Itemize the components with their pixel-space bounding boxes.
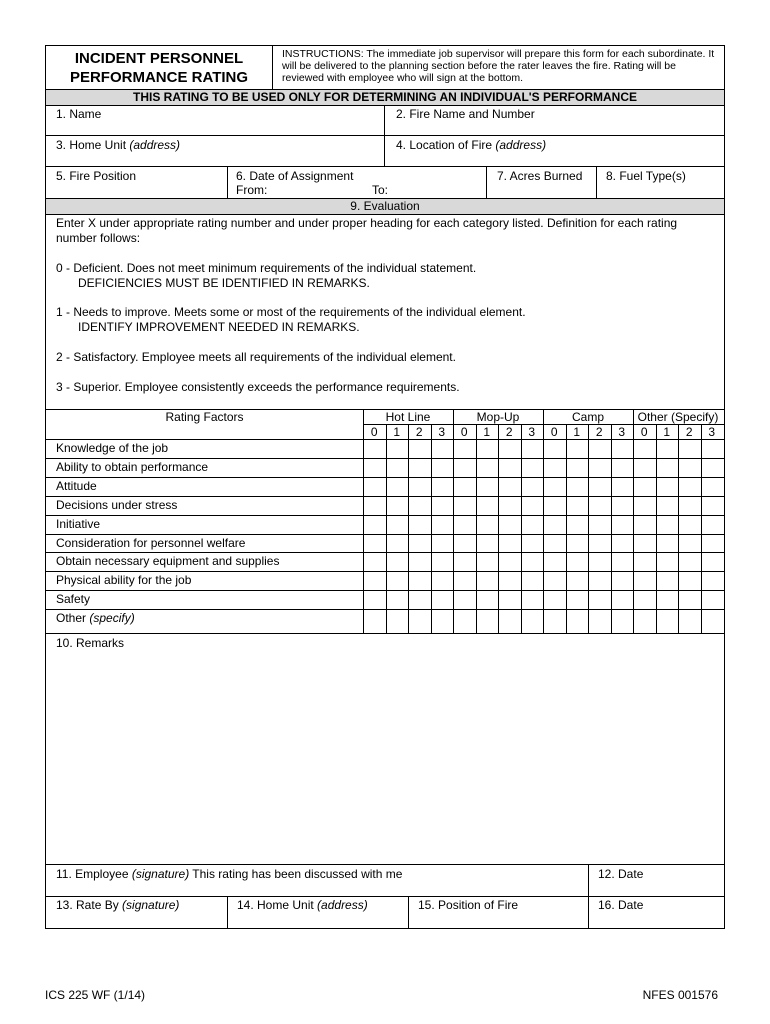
rating-cell-camp-3[interactable] bbox=[611, 458, 634, 477]
rating-factor-row: Decisions under stress bbox=[56, 497, 178, 512]
home-unit-address-hint: (address) bbox=[129, 138, 181, 152]
rating-cell-hot-line-3[interactable] bbox=[431, 571, 454, 590]
employee-signature-label: 11. Employee bbox=[56, 867, 132, 881]
rating-number-1: 1 bbox=[483, 425, 491, 439]
rating-cell-mop-up-2[interactable] bbox=[498, 534, 521, 553]
rating-cell-other-specify-2[interactable] bbox=[678, 534, 701, 553]
rating-definition-1-text: 1 - Needs to improve. Meets some or most of the requirements of the individual element. bbox=[56, 305, 526, 319]
rating-number-2: 2 bbox=[505, 425, 513, 439]
rating-cell-hot-line-0[interactable] bbox=[363, 458, 386, 477]
name-field[interactable]: 1. Name bbox=[56, 107, 102, 121]
rating-factor-other-label: Other bbox=[56, 611, 90, 626]
date-field-12[interactable]: 12. Date bbox=[598, 867, 644, 881]
rating-cell-mop-up-3[interactable] bbox=[521, 477, 544, 496]
rating-number-3: 3 bbox=[618, 425, 626, 439]
rating-purpose-banner: THIS RATING TO BE USED ONLY FOR DETERMINING AN INDIVIDUAL'S PERFORMANCE bbox=[46, 90, 724, 105]
rating-cell-mop-up-2[interactable] bbox=[498, 458, 521, 477]
rating-cell-camp-3[interactable] bbox=[611, 515, 634, 534]
rating-cell-mop-up-3[interactable] bbox=[521, 515, 544, 534]
rating-cell-other-specify-2[interactable] bbox=[678, 552, 701, 571]
rating-definition-0-note: DEFICIENCIES MUST BE IDENTIFIED IN REMARKS. bbox=[78, 276, 370, 290]
rating-cell-mop-up-3[interactable] bbox=[521, 571, 544, 590]
rating-number-2: 2 bbox=[415, 425, 423, 439]
fuel-types-field[interactable]: 8. Fuel Type(s) bbox=[606, 169, 686, 183]
rating-factor-row: Knowledge of the job bbox=[56, 441, 169, 455]
rating-number-1: 1 bbox=[573, 425, 581, 439]
form-title bbox=[46, 49, 272, 87]
rating-cell-hot-line-2[interactable] bbox=[408, 534, 431, 553]
rating-cell-hot-line-1[interactable] bbox=[386, 590, 409, 609]
rating-cell-camp-0[interactable] bbox=[543, 571, 566, 590]
rating-factor-other bbox=[56, 609, 135, 628]
rating-cell-hot-line-2[interactable] bbox=[408, 571, 431, 590]
form-id: ICS 225 WF (1/14) bbox=[45, 988, 146, 1002]
rating-number-0: 0 bbox=[370, 425, 378, 439]
rating-cell-other-specify-3[interactable] bbox=[701, 477, 724, 496]
rating-cell-other-specify-0[interactable] bbox=[633, 439, 656, 458]
rating-cell-mop-up-1[interactable] bbox=[476, 534, 499, 553]
rating-definition-2: 2 - Satisfactory. Employee meets all requirements of the individual element. bbox=[56, 350, 456, 364]
rating-cell-hot-line-3[interactable] bbox=[431, 552, 454, 571]
rating-cell-camp-0[interactable] bbox=[543, 496, 566, 515]
fire-location-label: 4. Location of Fire bbox=[396, 138, 496, 152]
rating-cell-hot-line-0[interactable] bbox=[363, 439, 386, 458]
rating-cell-mop-up-2[interactable] bbox=[498, 571, 521, 590]
evaluation-heading: 9. Evaluation bbox=[46, 199, 724, 214]
rater-home-unit-hint: (address) bbox=[317, 898, 368, 912]
rating-factor-row: Obtain necessary equipment and supplies bbox=[56, 554, 280, 569]
category-header-hot-line: Hot Line bbox=[385, 410, 431, 424]
date-to-label: To: bbox=[372, 183, 389, 197]
rating-cell-other-specify-1[interactable] bbox=[656, 496, 679, 515]
rating-number-3: 3 bbox=[708, 425, 716, 439]
rating-cell-other-specify-3[interactable] bbox=[701, 571, 724, 590]
rating-cell-mop-up-1[interactable] bbox=[476, 590, 499, 609]
rating-cell-hot-line-3[interactable] bbox=[431, 458, 454, 477]
rating-cell-other-specify-0[interactable] bbox=[633, 477, 656, 496]
form-title-line1: INCIDENT PERSONNEL bbox=[74, 50, 244, 67]
rating-cell-camp-3[interactable] bbox=[611, 439, 634, 458]
rating-cell-camp-0[interactable] bbox=[543, 458, 566, 477]
instructions-text: INSTRUCTIONS: The immediate job supervisor will prepare this form for each subordinate. It will be delivered to the planning section before the rater leaves the fire. Rating will be reviewed with employee who will sign at the bottom. bbox=[282, 48, 715, 84]
rating-cell-hot-line-1[interactable] bbox=[386, 515, 409, 534]
rating-cell-mop-up-1[interactable] bbox=[476, 515, 499, 534]
rating-cell-other-specify-2[interactable] bbox=[678, 515, 701, 534]
rating-factor-row: Attitude bbox=[56, 478, 97, 493]
rating-cell-camp-1[interactable] bbox=[566, 458, 589, 477]
rating-cell-camp-1[interactable] bbox=[566, 571, 589, 590]
rating-cell-mop-up-0[interactable] bbox=[453, 477, 476, 496]
rating-cell-hot-line-1[interactable] bbox=[386, 458, 409, 477]
rating-cell-other-specify-2[interactable] bbox=[678, 477, 701, 496]
performance-rating-form bbox=[45, 45, 725, 929]
employee-signature-statement: This rating has been discussed with me bbox=[189, 867, 403, 881]
rating-cell-mop-up-0[interactable] bbox=[453, 439, 476, 458]
rating-cell-camp-3[interactable] bbox=[611, 477, 634, 496]
rating-cell-mop-up-1[interactable] bbox=[476, 439, 499, 458]
acres-burned-field[interactable]: 7. Acres Burned bbox=[497, 169, 583, 183]
rating-number-0: 0 bbox=[640, 425, 648, 439]
rating-cell-other-specify-0[interactable] bbox=[633, 609, 656, 628]
rated-by-label: 13. Rate By bbox=[56, 898, 123, 912]
rating-cell-other-specify-3[interactable] bbox=[701, 609, 724, 628]
rating-cell-mop-up-1[interactable] bbox=[476, 609, 499, 628]
rating-cell-other-specify-2[interactable] bbox=[678, 439, 701, 458]
rating-factor-row: Initiative bbox=[56, 516, 101, 531]
rating-cell-other-specify-1[interactable] bbox=[656, 590, 679, 609]
rating-cell-mop-up-0[interactable] bbox=[453, 571, 476, 590]
rating-cell-camp-3[interactable] bbox=[611, 552, 634, 571]
rating-cell-hot-line-3[interactable] bbox=[431, 477, 454, 496]
remarks-field[interactable]: 10. Remarks bbox=[56, 636, 125, 650]
rating-cell-other-specify-3[interactable] bbox=[701, 590, 724, 609]
rating-cell-hot-line-2[interactable] bbox=[408, 590, 431, 609]
rating-cell-hot-line-2[interactable] bbox=[408, 515, 431, 534]
rating-cell-hot-line-0[interactable] bbox=[363, 515, 386, 534]
rating-cell-other-specify-0[interactable] bbox=[633, 534, 656, 553]
rating-cell-mop-up-1[interactable] bbox=[476, 552, 499, 571]
rating-number-3: 3 bbox=[528, 425, 536, 439]
rating-cell-mop-up-1[interactable] bbox=[476, 477, 499, 496]
rating-cell-other-specify-1[interactable] bbox=[656, 571, 679, 590]
rating-cell-camp-1[interactable] bbox=[566, 515, 589, 534]
rating-cell-other-specify-1[interactable] bbox=[656, 609, 679, 628]
rating-cell-mop-up-3[interactable] bbox=[521, 496, 544, 515]
rating-cell-hot-line-3[interactable] bbox=[431, 609, 454, 628]
rating-cell-mop-up-2[interactable] bbox=[498, 515, 521, 534]
rating-cell-hot-line-2[interactable] bbox=[408, 496, 431, 515]
rating-cell-mop-up-2[interactable] bbox=[498, 590, 521, 609]
rating-cell-camp-2[interactable] bbox=[588, 534, 611, 553]
rating-number-2: 2 bbox=[595, 425, 603, 439]
rating-definition-3: 3 - Superior. Employee consistently exceeds the performance requirements. bbox=[56, 380, 460, 394]
rating-cell-hot-line-1[interactable] bbox=[386, 609, 409, 628]
fire-location-field[interactable] bbox=[396, 138, 546, 152]
rating-cell-other-specify-0[interactable] bbox=[633, 458, 656, 477]
home-unit-label: 3. Home Unit bbox=[56, 138, 130, 152]
rating-cell-camp-0[interactable] bbox=[543, 552, 566, 571]
rating-cell-camp-1[interactable] bbox=[566, 609, 589, 628]
rating-cell-camp-2[interactable] bbox=[588, 477, 611, 496]
rating-cell-mop-up-2[interactable] bbox=[498, 609, 521, 628]
rating-cell-camp-0[interactable] bbox=[543, 515, 566, 534]
rating-cell-other-specify-0[interactable] bbox=[633, 496, 656, 515]
rating-cell-camp-1[interactable] bbox=[566, 439, 589, 458]
rating-cell-other-specify-3[interactable] bbox=[701, 439, 724, 458]
rating-cell-camp-2[interactable] bbox=[588, 458, 611, 477]
rating-cell-hot-line-1[interactable] bbox=[386, 571, 409, 590]
rating-cell-other-specify-2[interactable] bbox=[678, 458, 701, 477]
rating-cell-camp-3[interactable] bbox=[611, 571, 634, 590]
rating-definition-0-text: 0 - Deficient. Does not meet minimum requirements of the individual statement. bbox=[56, 261, 477, 275]
rating-cell-camp-0[interactable] bbox=[543, 439, 566, 458]
rating-cell-mop-up-1[interactable] bbox=[476, 496, 499, 515]
rating-cell-other-specify-1[interactable] bbox=[656, 439, 679, 458]
rating-cell-other-specify-1[interactable] bbox=[656, 477, 679, 496]
rating-cell-other-specify-3[interactable] bbox=[701, 458, 724, 477]
date-field-16[interactable]: 16. Date bbox=[598, 898, 644, 912]
rating-cell-mop-up-3[interactable] bbox=[521, 590, 544, 609]
rating-factor-row: Physical ability for the job bbox=[56, 573, 192, 588]
rating-cell-hot-line-1[interactable] bbox=[386, 439, 409, 458]
rater-home-unit-label: 14. Home Unit bbox=[237, 898, 318, 912]
rating-cell-hot-line-1[interactable] bbox=[386, 552, 409, 571]
employee-signature-field[interactable] bbox=[56, 867, 402, 881]
evaluation-intro: Enter X under appropriate rating number and under proper heading for each category listed. Definition for each rating number follows: bbox=[56, 216, 678, 245]
rating-factor-row: Consideration for personnel welfare bbox=[56, 535, 246, 550]
rating-cell-other-specify-2[interactable] bbox=[678, 571, 701, 590]
rating-cell-mop-up-0[interactable] bbox=[453, 515, 476, 534]
rating-cell-other-specify-3[interactable] bbox=[701, 515, 724, 534]
rating-number-2: 2 bbox=[685, 425, 693, 439]
fire-name-field[interactable]: 2. Fire Name and Number bbox=[396, 107, 535, 121]
rating-cell-hot-line-1[interactable] bbox=[386, 496, 409, 515]
fire-location-address-hint: (address) bbox=[495, 138, 547, 152]
rating-number-1: 1 bbox=[393, 425, 401, 439]
rating-cell-hot-line-1[interactable] bbox=[386, 534, 409, 553]
rating-cell-mop-up-2[interactable] bbox=[498, 439, 521, 458]
category-header-camp: Camp bbox=[571, 410, 604, 424]
category-header-mop-up: Mop-Up bbox=[476, 410, 520, 424]
rating-cell-camp-2[interactable] bbox=[588, 496, 611, 515]
rating-cell-camp-2[interactable] bbox=[588, 552, 611, 571]
date-of-assignment-field[interactable]: 6. Date of Assignment bbox=[236, 169, 354, 183]
rated-by-signature-field[interactable] bbox=[56, 898, 179, 912]
date-from-label: From: bbox=[236, 183, 268, 197]
rating-cell-hot-line-0[interactable] bbox=[363, 477, 386, 496]
rating-cell-camp-1[interactable] bbox=[566, 534, 589, 553]
rating-cell-hot-line-2[interactable] bbox=[408, 458, 431, 477]
rating-cell-hot-line-0[interactable] bbox=[363, 571, 386, 590]
rating-cell-mop-up-2[interactable] bbox=[498, 477, 521, 496]
rater-home-unit-field[interactable] bbox=[237, 898, 368, 912]
rating-cell-camp-2[interactable] bbox=[588, 609, 611, 628]
rating-cell-mop-up-0[interactable] bbox=[453, 552, 476, 571]
rating-factor-row: Ability to obtain performance bbox=[56, 459, 209, 474]
fire-position-field[interactable]: 5. Fire Position bbox=[56, 169, 137, 183]
rating-cell-hot-line-3[interactable] bbox=[431, 439, 454, 458]
category-header-other-specify: Other (Specify) bbox=[637, 410, 719, 424]
rating-number-0: 0 bbox=[460, 425, 468, 439]
rating-cell-camp-2[interactable] bbox=[588, 439, 611, 458]
rating-definition-0 bbox=[56, 261, 716, 291]
rating-cell-other-specify-0[interactable] bbox=[633, 571, 656, 590]
rating-cell-hot-line-2[interactable] bbox=[408, 439, 431, 458]
rating-cell-hot-line-3[interactable] bbox=[431, 534, 454, 553]
rating-cell-hot-line-3[interactable] bbox=[431, 496, 454, 515]
rating-cell-mop-up-0[interactable] bbox=[453, 609, 476, 628]
form-title-line2: PERFORMANCE RATING bbox=[69, 69, 249, 86]
rating-cell-other-specify-0[interactable] bbox=[633, 515, 656, 534]
rating-cell-mop-up-3[interactable] bbox=[521, 534, 544, 553]
rating-cell-mop-up-3[interactable] bbox=[521, 609, 544, 628]
rating-cell-camp-0[interactable] bbox=[543, 609, 566, 628]
rating-cell-camp-1[interactable] bbox=[566, 477, 589, 496]
position-of-fire-field[interactable]: 15. Position of Fire bbox=[418, 898, 519, 912]
employee-signature-hint: (signature) bbox=[131, 867, 190, 881]
rating-cell-camp-1[interactable] bbox=[566, 552, 589, 571]
rating-cell-other-specify-1[interactable] bbox=[656, 552, 679, 571]
rating-cell-other-specify-0[interactable] bbox=[633, 590, 656, 609]
rating-cell-hot-line-2[interactable] bbox=[408, 609, 431, 628]
rating-cell-camp-2[interactable] bbox=[588, 571, 611, 590]
rating-cell-other-specify-1[interactable] bbox=[656, 534, 679, 553]
rating-definition-1-note: IDENTIFY IMPROVEMENT NEEDED IN REMARKS. bbox=[78, 320, 360, 334]
rating-cell-camp-3[interactable] bbox=[611, 496, 634, 515]
rating-number-0: 0 bbox=[550, 425, 558, 439]
rating-cell-hot-line-2[interactable] bbox=[408, 552, 431, 571]
rating-cell-camp-2[interactable] bbox=[588, 515, 611, 534]
rating-factor-row: Safety bbox=[56, 592, 91, 607]
rating-cell-mop-up-3[interactable] bbox=[521, 458, 544, 477]
rating-cell-mop-up-0[interactable] bbox=[453, 496, 476, 515]
rating-cell-camp-0[interactable] bbox=[543, 590, 566, 609]
rating-cell-mop-up-1[interactable] bbox=[476, 571, 499, 590]
rating-cell-mop-up-1[interactable] bbox=[476, 458, 499, 477]
rating-number-1: 1 bbox=[663, 425, 671, 439]
rating-cell-other-specify-3[interactable] bbox=[701, 496, 724, 515]
rating-cell-other-specify-0[interactable] bbox=[633, 552, 656, 571]
rating-cell-mop-up-3[interactable] bbox=[521, 439, 544, 458]
rating-cell-hot-line-2[interactable] bbox=[408, 477, 431, 496]
rating-number-3: 3 bbox=[438, 425, 446, 439]
rating-cell-camp-3[interactable] bbox=[611, 609, 634, 628]
rating-factors-header: Rating Factors bbox=[165, 410, 244, 424]
rating-cell-mop-up-0[interactable] bbox=[453, 534, 476, 553]
rating-cell-camp-0[interactable] bbox=[543, 534, 566, 553]
rating-cell-camp-2[interactable] bbox=[588, 590, 611, 609]
rating-cell-other-specify-3[interactable] bbox=[701, 552, 724, 571]
rated-by-hint: (signature) bbox=[122, 898, 180, 912]
rating-cell-other-specify-2[interactable] bbox=[678, 496, 701, 515]
rating-cell-other-specify-2[interactable] bbox=[678, 590, 701, 609]
rating-cell-camp-1[interactable] bbox=[566, 590, 589, 609]
rating-cell-other-specify-1[interactable] bbox=[656, 515, 679, 534]
rating-cell-hot-line-0[interactable] bbox=[363, 496, 386, 515]
rating-factor-other-hint: (specify) bbox=[89, 611, 135, 626]
rating-cell-mop-up-0[interactable] bbox=[453, 590, 476, 609]
rating-cell-mop-up-2[interactable] bbox=[498, 496, 521, 515]
rating-cell-hot-line-1[interactable] bbox=[386, 477, 409, 496]
rating-cell-camp-3[interactable] bbox=[611, 534, 634, 553]
rating-cell-camp-0[interactable] bbox=[543, 477, 566, 496]
rating-cell-camp-3[interactable] bbox=[611, 590, 634, 609]
rating-cell-other-specify-3[interactable] bbox=[701, 534, 724, 553]
rating-cell-camp-1[interactable] bbox=[566, 496, 589, 515]
rating-cell-hot-line-3[interactable] bbox=[431, 590, 454, 609]
rating-cell-hot-line-0[interactable] bbox=[363, 590, 386, 609]
rating-cell-other-specify-2[interactable] bbox=[678, 609, 701, 628]
rating-cell-mop-up-3[interactable] bbox=[521, 552, 544, 571]
rating-definition-1 bbox=[56, 305, 716, 335]
rating-cell-hot-line-3[interactable] bbox=[431, 515, 454, 534]
home-unit-field[interactable] bbox=[56, 138, 180, 152]
rating-cell-hot-line-0[interactable] bbox=[363, 552, 386, 571]
nfes-number: NFES 001576 bbox=[642, 988, 718, 1002]
rating-cell-hot-line-0[interactable] bbox=[363, 609, 386, 628]
rating-cell-other-specify-1[interactable] bbox=[656, 458, 679, 477]
rating-cell-mop-up-0[interactable] bbox=[453, 458, 476, 477]
rating-cell-mop-up-2[interactable] bbox=[498, 552, 521, 571]
rating-cell-hot-line-0[interactable] bbox=[363, 534, 386, 553]
